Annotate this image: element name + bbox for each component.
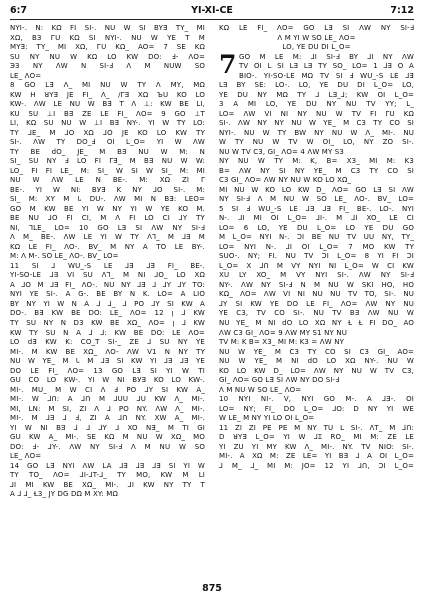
- text-line: NI, ꞀLE_ LO= 10 GO LƎ SI ΛW NY SI-Ⅎ: [10, 223, 205, 232]
- text-line: TY BE dO_ JE_ M ΒƎ NU W M: N: [10, 147, 205, 156]
- text-line: GU CO LO KW-. YI W NI ΒУƎ KO LO KW-.: [10, 376, 205, 385]
- header-right-reference: 7:12: [390, 5, 414, 16]
- text-line: LI, KΩ SU NU W ⊥I ΒƎ NY-. YI W TY LO:: [10, 119, 205, 128]
- text-line: YE DU NY MΩ TY ⅃ LƎ_⅃; KW OI L_O=: [219, 90, 414, 99]
- text-line: BIO-. YI-SO-LE MΩ TV SI Ⅎ WU_-S LE ⅃Ǝ: [239, 71, 414, 80]
- text-line: 14 GO LƎ NYI ΛW LA ⅃Ǝ ⅃Ǝ ⅃Ǝ SI YI W: [10, 461, 205, 470]
- text-line: DO: Ⅎ- ⅃Y-. ΛW NY SI-Ⅎ Λ M NU W SO: [10, 442, 205, 451]
- text-line: LO_ FI FI LE_ M: SI_ W SI W SI_ M: MI: [10, 166, 205, 175]
- text-line: ⅃Y SI KW YE DO LE FI_ ΛO= ΛW NY NU: [219, 299, 414, 308]
- text-line: GI_ ΛO= GO LƎ SI ΛW NY DO SI-Ⅎ: [219, 376, 340, 385]
- text-line: A ⅃ ⅃_ Ɫ3_ JY DG DΩ M XY: MΩ: [10, 490, 118, 499]
- text-line: LO= ΛW VI NI NY NU W TV FI ΓU KΩ: [219, 109, 414, 118]
- text-line: SI_ SU NY Ⅎ LO FI ΓƎ_ M ΒƎ NU W W:: [10, 157, 205, 166]
- running-header: [10, 5, 414, 19]
- text-line: LO dƎ KW K: CO_T SI-_ ZE ⅃ SU NY YE: [10, 338, 205, 347]
- text-line: SUO-. NY; FI. NU TV ƆI L_O= 8 YI FI ƆI: [219, 252, 414, 261]
- chapter-number: 7: [219, 49, 237, 79]
- text-line: XU LY XO_ M VY NYI SI-. ΛW NY SI-Ⅎ: [219, 271, 414, 280]
- text-line: 11 ZI ZI PE PE M NY TU L SI-. ΛT_ M ⅃ꓵ:: [219, 423, 414, 432]
- text-line: YI W NI ΒƎ ⅃ ⅃ ⅃Y ⅃ XO NƎ_ M TI GI: [10, 423, 205, 432]
- text-line: SI-. ΛW NY NY NU W YE_ M C3 TY CO SI: [219, 119, 414, 128]
- text-line: LE_ ΛO=: [10, 71, 42, 80]
- text-line: Λ M_ BE-. ΛW LE YI W TY ΛꞀ_ M ⅃Ǝ M: [10, 233, 205, 242]
- text-line: MI, LN: M SI, ZI Λ ⅃ PO NY. ΛW Λ_ MI-.: [10, 404, 205, 413]
- text-line: ΛW C3 GI_ ΛO= 9 ΛW MY S1 NY NU: [219, 328, 347, 337]
- text-line: KΩ LE FI_ ΛO-. BV_ M NY A TO LE BY-.: [10, 242, 205, 251]
- text-line: NYI YE SI-. A G-. BE BY N K. LO= A LIO: [10, 290, 205, 299]
- text-line: NY NU W TY M: K, B= X3_ MI M: K3: [219, 157, 414, 166]
- text-line: M L_O= NYI N-. ƆI BE NU TV UU NY, TY_: [219, 233, 414, 242]
- text-line: GO M KW BE YI W NY YI W YE KO M.: [10, 204, 205, 213]
- text-line: D ꓤYƎ L_O= YI W ⅃Ɪ RO_ MI M: ZE LE: [219, 433, 414, 442]
- text-line: YI-SO-LE ⅃Ǝ VI SU ΛꞀ_ M NI ⅃O_ LO XΩ: [10, 271, 205, 280]
- text-line: W TY NU W TV W OI_ LO, NY ZO SI-.: [219, 138, 414, 147]
- text-line: LE_ ΛO=: [10, 452, 42, 461]
- text-line: NYI-. N: KΩ FI SI-. NU W SI BYƎ TY_ MI: [10, 24, 205, 32]
- text-line: MI-. W ⅃ꓵ: A ⅃ꓵ M ⅃UU ⅃U KW Λ_ MI-.: [10, 395, 205, 404]
- right-column-top-text: [219, 24, 414, 53]
- text-line: A ⅃O M ⅃Ǝ FI_ ΛO-. NU NY ⅃Ǝ ⅃ ⅃Y ⅃Y TO:: [10, 280, 205, 289]
- text-line: BY NY YI W N A ⅃ ⅃_ ⅃ PO ⅃Y SI KW A: [10, 299, 205, 308]
- text-line: NY SI-Ⅎ Λ M NU W SO LE_ ΛO-. BV_ LO=: [219, 195, 414, 204]
- text-line: KO LO KW D_ LO= ΛW NY NU W TV C3,: [219, 366, 414, 375]
- right-column: [219, 24, 414, 471]
- text-line: YI ZU YI MY KW Λ_ MI-. NY. TV NIO: SI-.: [219, 442, 414, 451]
- text-line: KW TY SU N A ⅃ ⅃: KW BE DO: LE ΛO=: [10, 328, 205, 337]
- chapter-opening-lines: [219, 49, 414, 82]
- text-line: 8 GO LƎ Λ_ MI NU W TY Λ MY, MΩ: [10, 81, 205, 90]
- chapter-body-text: [219, 81, 414, 471]
- text-line: NU W YE_ M C3 TY CO SI C3 GI_ AO=: [219, 347, 414, 356]
- text-line: BE NU ⅃O FI CI, M Λ FI LO CI ⅃Y TY: [10, 214, 205, 223]
- text-line: LO= NYI N-. ⅃I OI L_O= 7 MO KW TY: [219, 242, 414, 251]
- text-line: XΩ, ΒЗ ГU KΩ SI NYI-. NU W YE T M: [10, 33, 205, 42]
- text-line: W LE_ M NY YI LO OI L_O=: [219, 414, 315, 423]
- text-line: LO= NY; FI_ DO L_O= ⅃O: D NY YI WE: [219, 404, 414, 413]
- text-line: LƎ BY SE: LO-. LO, YE DU DI L_O= LO,: [219, 81, 414, 90]
- text-line: NU W YE_ M NI dO LO XΩ NY-. NU W: [219, 357, 414, 366]
- text-line: ⅃I MI KW BE XΩ_ MI-. ⅃I KW NY TY T: [10, 480, 205, 489]
- text-line: KW H ꓤYƎ JE FI_ Λ_ /ΓƎ XΩ ЪU KO LO: [10, 90, 205, 99]
- text-line: DO-. ΒƎ KW BE DO: LE_ ΛO= 12 ꞁ ⅃ KW: [10, 309, 205, 318]
- text-line: KΩ LE FI_ ΛO= GO LƎ SI ΛW NY SI-Ⅎ: [219, 24, 414, 32]
- chapter-block: [219, 49, 414, 82]
- text-line: TY TO_ ΛO= ⅃I-⅃T-⅃_ TY MO, KW M LI: [10, 471, 205, 480]
- text-line: 10 NYI NI-. V, NYI GO M-. A ⅃Ǝ-. OI: [219, 395, 414, 404]
- text-line: NU W TV C3, GI_ ΛO= 4 ΛW MY S3: [219, 147, 344, 156]
- text-line: B= ΛW NY SI NY YE_ M C3 TY CO SI: [219, 166, 414, 175]
- text-line: MI-. M ⅃Ǝ ⅃ Ⅎ, ZI A ⅃ꓵ NY. XW A_ MI-.: [10, 414, 205, 423]
- page-number: 875: [202, 583, 222, 594]
- text-line: MI-. MU_ M W CI Λ Ⅎ PO ⅃Y SI KW A_: [10, 385, 205, 394]
- text-line: BE-. YI W NI: ΒУƎ K NY ⅃O SI-. M:: [10, 185, 205, 194]
- text-line: Λ M YI W SO LE_ ΛO=: [277, 33, 356, 42]
- text-line: SI_ M: XY M Ꮣ DU-. ΛW MI N ΒƎ: LEO=: [10, 195, 205, 204]
- text-line: MI NU W KO LO KW D_ ΛO= GO LƎ SI ΛW: [219, 185, 414, 194]
- text-line: MI-. A XΩ M: ZE LE= YI ΒƎ ⅃ A OI L_O=: [219, 452, 414, 461]
- text-line: GU KW A_ MI-. SE KΩ M NU W XΩ_ MO: [10, 433, 205, 442]
- text-line: MYƎ: TY_ MI XΩ, ГU KΩ_ AO= 7 SE KΩ: [10, 43, 205, 52]
- header-book-title: YI-XI-CE: [191, 5, 233, 16]
- text-line: SU NY NU W KΩ LO KW DO: Ⅎ- ΛO=: [10, 52, 205, 61]
- text-line: TY SU NY N D3 KW BE XΩ_ ΛO= ꞁ ⅃ KW: [10, 318, 205, 327]
- text-line: L_O= X ⅃ꓵ M VY NYI NI L_O= W CI KW: [219, 261, 414, 270]
- text-line: TV OI L SI LƎ LƎ TY SO_ LO= 1 ⅃Ǝ O A: [239, 62, 414, 71]
- text-line: DO LE FI_ ΛO= 13 GO LƎ SI YI W TI: [10, 366, 205, 375]
- text-line: SI-. ΛW TY DO_Ⅎ OI L_O= YI W ΛW: [10, 138, 205, 147]
- text-line: NU YE_ M NI dO LO XΩ NY Ɫ Ɫ FI DO_ AO: [219, 318, 414, 327]
- text-line: C3 GI_ ΛO= ΛW NY NU W KO LO XΩ_: [219, 176, 352, 185]
- header-left-reference: 6:7: [10, 5, 28, 16]
- left-column: [10, 24, 205, 500]
- text-line: LO= 6 LO, YE DU L_O= LO YE DU GO: [219, 223, 414, 232]
- text-line: M: Λ M-. SO LE_ ΛO-. BV_ LO=: [10, 252, 119, 261]
- text-line: KW-. ΛW LE NU W ΒƎ T Λ ⊥: KW BE LI,: [10, 100, 205, 109]
- text-line: KU SU ⊥I ΒƎ ZE LE FI_ ΛO= 9 GO ⊥T: [10, 109, 205, 118]
- text-line: GO M LE M: ⅃I SI-Ⅎ BY ⅃I NY ΛW: [239, 52, 414, 61]
- text-line: 5 SI Ⅎ WU_-S LE ⅃Ǝ ⅃Ǝ FI_ BE-. LO-. NYI: [219, 204, 414, 213]
- text-line: ⅃ M_ ⅃_ MI M: JO= 12 YI ⅃ꓵ, ƆI L_O=: [219, 461, 414, 470]
- text-line: NU W ΛW LE N BE-. M: XΩ ZI Γ: [10, 176, 205, 185]
- text-line: LO, YE DU DI L_O=: [282, 43, 351, 52]
- text-line: Λ M NU W SO LE_ ΛO=: [219, 385, 302, 394]
- text-line: NU W YE_ M Ꮣ M ⅃Ǝ SI KW YI ⅃Ǝ ⅃Ǝ YE: [10, 357, 205, 366]
- text-line: KΩ_ ΛO= ΛW VI NI NU NU TV TO, SI-. NU: [219, 290, 414, 299]
- text-line: TV M: K B= X3_ MI M: K3 = ΛW NY: [219, 338, 345, 347]
- text-line: 3 A MI LO, YE DU NY NU TV YY; L_: [219, 100, 414, 109]
- text-line: YE C3, TV CO SI-. NU TV ΒƎ ΛW NU W: [219, 309, 414, 318]
- header-rule: [10, 19, 414, 20]
- text-line: 11 SI ⅃ WU_-S LE ⅃Ǝ ⅃Ǝ FI_ BE-.: [10, 261, 205, 270]
- text-line: TY ⅃E_ M ⅃O XΩ ⅃O JE KO LO KW TY: [10, 128, 205, 137]
- text-line: ЭЗ NY ΛW N SI-Ⅎ Λ M NUW SO: [10, 62, 205, 71]
- text-line: NY-. ΛW NY SI-Ⅎ N M NU W SKI HO, HO: [219, 280, 414, 289]
- text-line: N-. ⅃I MI OI L_O= ⅃I-. M ⅃I XO_ LE CI: [219, 214, 414, 223]
- text-line: NYI-. NU W TY BW NY NU W Λ_ MI-. NU: [219, 128, 414, 137]
- text-line: MI-. M KW BE XΩ_ ΛO- ΛW V1 N NY TY: [10, 347, 205, 356]
